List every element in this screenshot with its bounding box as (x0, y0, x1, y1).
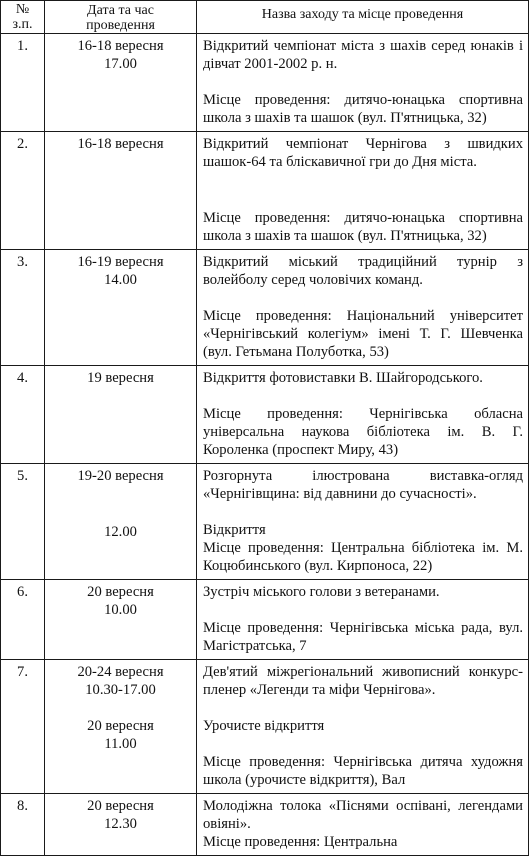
table-row (1, 366, 529, 464)
event-title: Зустріч міського голови з ветеранами. (203, 584, 440, 600)
row-number: 7. (1, 660, 45, 794)
event-opening: Урочисте відкриття (203, 718, 325, 734)
row-number: 4. (1, 366, 45, 464)
row-date-range: 20-24 вересня (77, 664, 164, 680)
row-event (197, 464, 529, 580)
event-title: Відкритий чемпіонат міста з шахів серед юнаків і дівчат 2001-2002 р. н. (203, 38, 523, 72)
row-time: 12.30 (104, 816, 137, 832)
row-time: 12.00 (104, 524, 137, 540)
event-venue: Місце проведення: Чернігівська обласна універсальна наукова бібліотека ім. В. Г. Короленка (проспект Миру, 43) (203, 406, 523, 458)
table-row (1, 794, 529, 856)
event-venue: Місце проведення: Національний університет «Чернігівський колегіум» імені Т. Г. Шевченка (вул. Гетьмана Полуботка, 53) (203, 308, 523, 360)
row-time: 17.00 (104, 56, 137, 72)
table-row (1, 250, 529, 366)
row-number: 2. (1, 132, 45, 250)
row-number: 1. (1, 34, 45, 132)
event-title: Розгорнута ілюстрована виставка-огляд «Чернігівщина: від давнини до сучасності». (203, 468, 523, 502)
row-event (197, 34, 529, 132)
row-event (197, 250, 529, 366)
event-title: Відкритий чемпіонат Чернігова з швидких шашок-64 та бліскавичної гри до Дня міста. (203, 136, 523, 170)
row-number: 6. (1, 580, 45, 660)
table-header-row (1, 1, 529, 34)
event-venue: Місце проведення: дитячо-юнацька спортивна школа з шахів та шашок (вул. П'ятницька, 32) (203, 210, 523, 244)
event-venue: Місце проведення: Центральна (203, 834, 398, 850)
row-time: 14.00 (104, 272, 137, 288)
row-date (45, 132, 197, 250)
row-date-range: 20 вересня (87, 798, 154, 814)
header-date-line1: Дата та час (87, 3, 154, 18)
row-date (45, 464, 197, 580)
event-venue: Місце проведення: дитячо-юнацька спортивна школа з шахів та шашок (вул. П'ятницька, 32) (203, 92, 523, 126)
header-event: Назва заходу та місце проведення (197, 1, 529, 34)
row-date-range: 16-18 вересня (77, 136, 164, 152)
row-date-range: 19 вересня (87, 370, 154, 386)
row-time-opening: 11.00 (104, 736, 137, 752)
row-date-range: 16-18 вересня (77, 38, 164, 54)
row-date-opening: 20 вересня (87, 718, 154, 734)
table-row (1, 34, 529, 132)
row-date (45, 580, 197, 660)
event-venue: Місце проведення: Чернігівська міська рада, вул. Магістратська, 7 (203, 620, 523, 654)
event-title: Молодіжна толока «Піснями оспівані, легендами овіяні». (203, 798, 523, 832)
header-date-line2: проведення (86, 18, 155, 33)
event-title: Відкриття фотовиставки В. Шайгородського. (203, 370, 483, 386)
row-event (197, 366, 529, 464)
row-date (45, 660, 197, 794)
row-event (197, 794, 529, 856)
event-title: Дев'ятий міжрегіональний живописний конкурс-пленер «Легенди та міфи Чернігова». (203, 664, 523, 698)
event-venue: Місце проведення: Центральна бібліотека ім. М. Коцюбинського (вул. Кирпоноса, 22) (203, 540, 523, 574)
row-date-range: 16-19 вересня (77, 254, 164, 270)
row-date-range: 19-20 вересня (77, 468, 164, 484)
header-date (45, 1, 197, 34)
row-date (45, 34, 197, 132)
table-row (1, 464, 529, 580)
row-time: 10.00 (104, 602, 137, 618)
row-event (197, 132, 529, 250)
header-number-line1: № (15, 2, 30, 17)
row-date (45, 366, 197, 464)
row-number: 8. (1, 794, 45, 856)
event-title: Відкритий міський традиційний турнір з волейболу серед чоловічих команд. (203, 254, 523, 288)
row-event (197, 660, 529, 794)
row-date (45, 250, 197, 366)
table-row (1, 132, 529, 250)
table-row (1, 660, 529, 794)
event-venue: Місце проведення: Чернігівська дитяча художня школа (урочисте відкриття), Вал (203, 754, 523, 788)
header-number (1, 1, 45, 34)
row-number: 3. (1, 250, 45, 366)
event-opening: Відкриття (203, 522, 266, 538)
row-date-range: 20 вересня (87, 584, 154, 600)
row-time: 10.30-17.00 (85, 682, 156, 698)
table-row (1, 580, 529, 660)
row-number: 5. (1, 464, 45, 580)
row-date (45, 794, 197, 856)
header-number-line2: з.п. (12, 17, 33, 32)
row-event (197, 580, 529, 660)
